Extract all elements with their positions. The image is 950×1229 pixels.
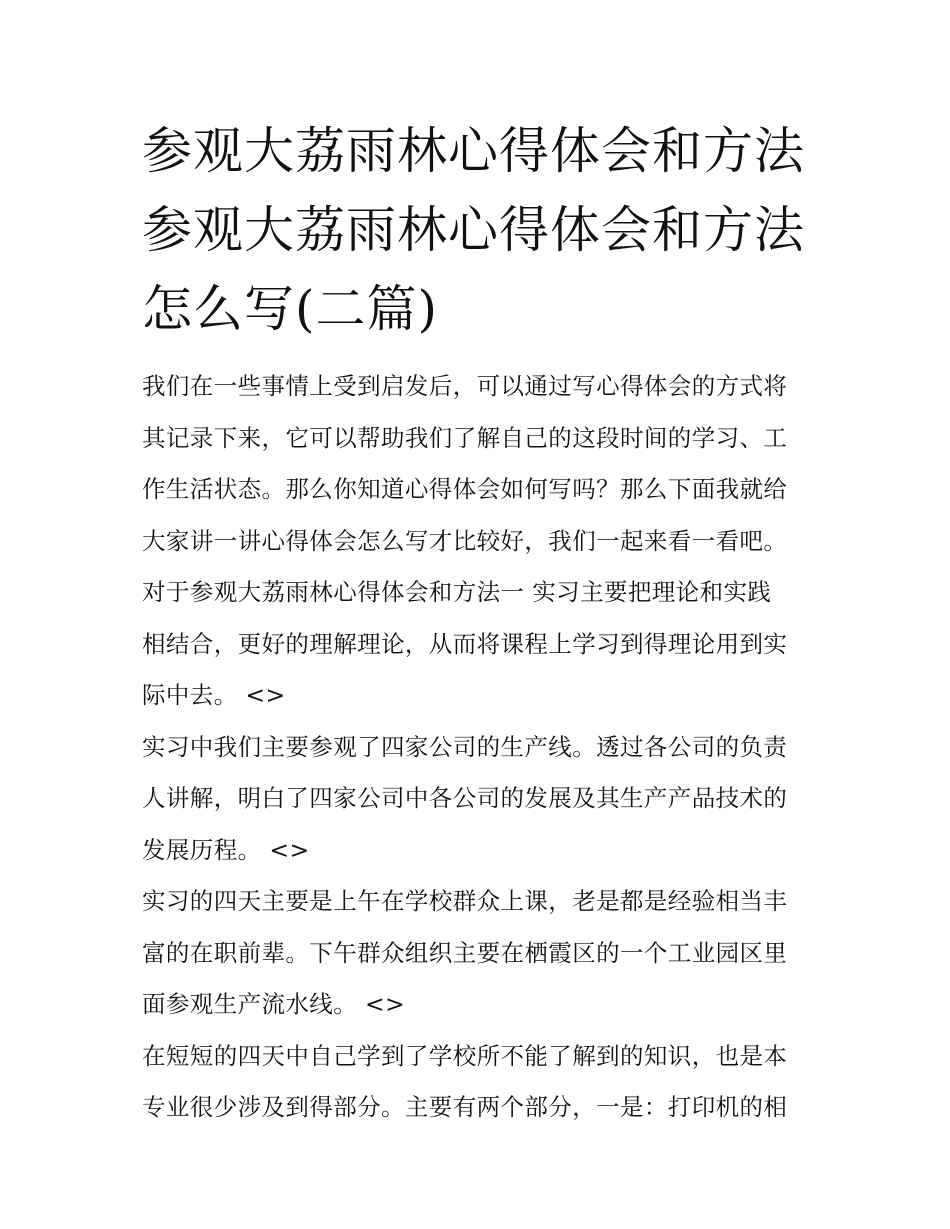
text-line: 际中去。 <>: [142, 681, 286, 709]
text-line: 富的在职前辈。下午群众组织主要在栖霞区的一个工业园区里: [142, 938, 788, 967]
text-line: 相结合，更好的理解理论，从而将课程上学习到得理论用到实: [142, 629, 788, 658]
document-title: [142, 112, 812, 349]
title-line: 参观大荔雨林心得体会和方法: [142, 201, 805, 259]
document-page: [142, 112, 812, 1134]
paragraph-knowledge: [142, 1031, 812, 1134]
text-line: 作生活状态。那么你知道心得体会如何写吗？那么下面我就给: [142, 475, 788, 503]
paragraph-production-lines: [142, 722, 812, 877]
text-line: 大家讲一讲心得体会怎么写才比较好，我们一起来看一看吧。: [142, 526, 788, 555]
text-line: 对于参观大荔雨林心得体会和方法一 实习主要把理论和实践: [142, 578, 772, 606]
text-line: 专业很少涉及到得部分。主要有两个部分，一是：打印机的相: [142, 1093, 788, 1121]
text-line: 发展历程。 <>: [142, 835, 310, 864]
title-line: 怎么写(二篇): [142, 280, 439, 338]
text-line: 其记录下来，它可以帮助我们了解自己的这段时间的学习、工: [142, 423, 788, 452]
paragraph-four-days: [142, 876, 812, 1031]
title-line: 参观大荔雨林心得体会和方法: [142, 122, 805, 180]
paragraph-intro: [142, 361, 812, 567]
text-line: 实习的四天主要是上午在学校群众上课，老是都是经验相当丰: [142, 887, 788, 915]
paragraph-section-one: [142, 567, 812, 722]
text-line: 实习中我们主要参观了四家公司的生产线。透过各公司的负责: [142, 732, 788, 761]
document-body: [142, 361, 812, 1134]
text-line: 面参观生产流水线。 <>: [142, 990, 406, 1018]
text-line: 人讲解，明白了四家公司中各公司的发展及其生产产品技术的: [142, 784, 788, 812]
text-line: 我们在一些事情上受到启发后，可以通过写心得体会的方式将: [142, 372, 788, 400]
text-line: 在短短的四天中自己学到了学校所不能了解到的知识，也是本: [142, 1041, 788, 1070]
